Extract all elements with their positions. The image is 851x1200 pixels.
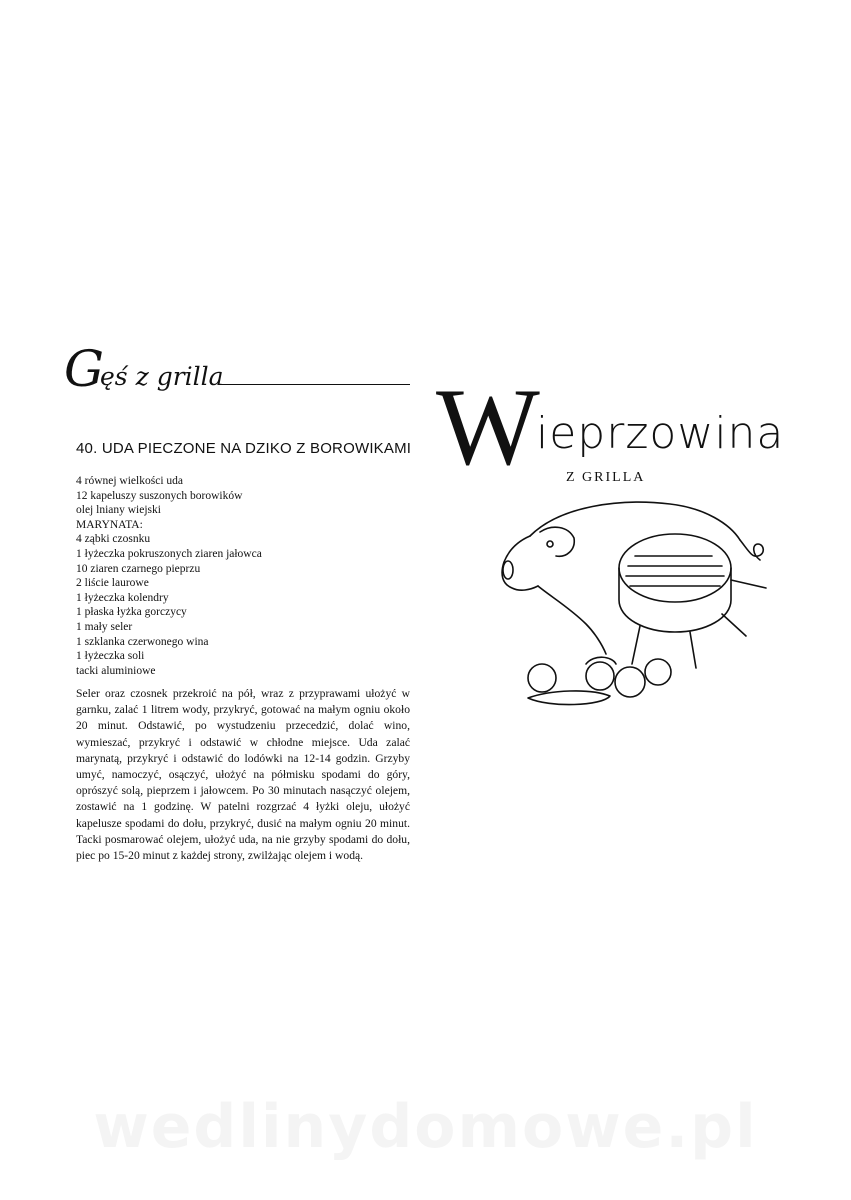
- ingredient-item: olej lniany wiejski: [76, 504, 161, 517]
- ingredient-item: 12 kapeluszy suszonych borowików: [76, 489, 243, 502]
- ingredient-item: tacki aluminiowe: [76, 664, 156, 677]
- ingredient-item: 1 łyżeczka soli: [76, 650, 145, 663]
- ingredient-item: 10 ziaren czarnego pieprzu: [76, 562, 201, 575]
- marinade-heading: MARYNATA:: [76, 518, 143, 531]
- ingredient-item: 4 ząbki czosnku: [76, 533, 151, 546]
- ingredient-item: 1 mały seler: [76, 620, 133, 633]
- ingredient-item: 1 płaska łyżka gorczycy: [76, 606, 187, 619]
- section-header: [60, 340, 410, 398]
- chapter-subtitle: Z GRILLA: [566, 470, 646, 485]
- watermark: wedlinydomowe.pl: [93, 1092, 758, 1162]
- chapter-title-text: ieprzowina: [536, 408, 785, 459]
- pig-grill-illustration: [490, 496, 780, 710]
- ingredient-item: 1 szklanka czerwonego wina: [76, 635, 209, 648]
- ingredient-item: 1 łyżeczka kolendry: [76, 591, 169, 604]
- section-header-initial: G: [64, 340, 104, 398]
- recipe-instructions: Seler oraz czosnek przekroić na pół, wraz z przyprawami ułożyć w garnku, zalać 1 litrem wody, przykryć, gotować na małym ogniu około 20 minut. Odstawić, po wystudzeniu przecedzić, dolać wino, wymieszać, przykryć i odstawić w chłodne miejsce. Uda zalać marynatą, przykryć i odstawić do lodówki na 12-14 godzin. Grzyby umyć, namoczyć, osączyć, ułożyć na półmisku spodami do góry, oprószyć solą, pieprzem i jałowcem. Po 30 minutach nasączyć olejem, zostawić na 1 godzinę. W patelni rozgrzać 4 łyżki oleju, ułożyć kapelusze spodami do dołu, przykryć, dusić na małym ogniu 20 minut. Tacki posmarować olejem, ułożyć uda, na nie grzyby spodami do dołu, piec po 15-20 minut z każdej strony, zwilżając olejem i wodą.: [76, 687, 410, 863]
- ingredients-list: [76, 474, 262, 678]
- section-header-rule: [220, 384, 410, 385]
- recipe-title: 40. UDA PIECZONE NA DZIKO Z BOROWIKAMI: [76, 440, 412, 457]
- chapter-title-initial: W: [436, 366, 540, 488]
- ingredient-item: 4 równej wielkości uda: [76, 475, 183, 487]
- section-header-text: ęś z grilla: [100, 362, 224, 391]
- ingredient-item: 1 łyżeczka pokruszonych ziaren jałowca: [76, 547, 262, 560]
- ingredient-item: 2 liście laurowe: [76, 577, 149, 590]
